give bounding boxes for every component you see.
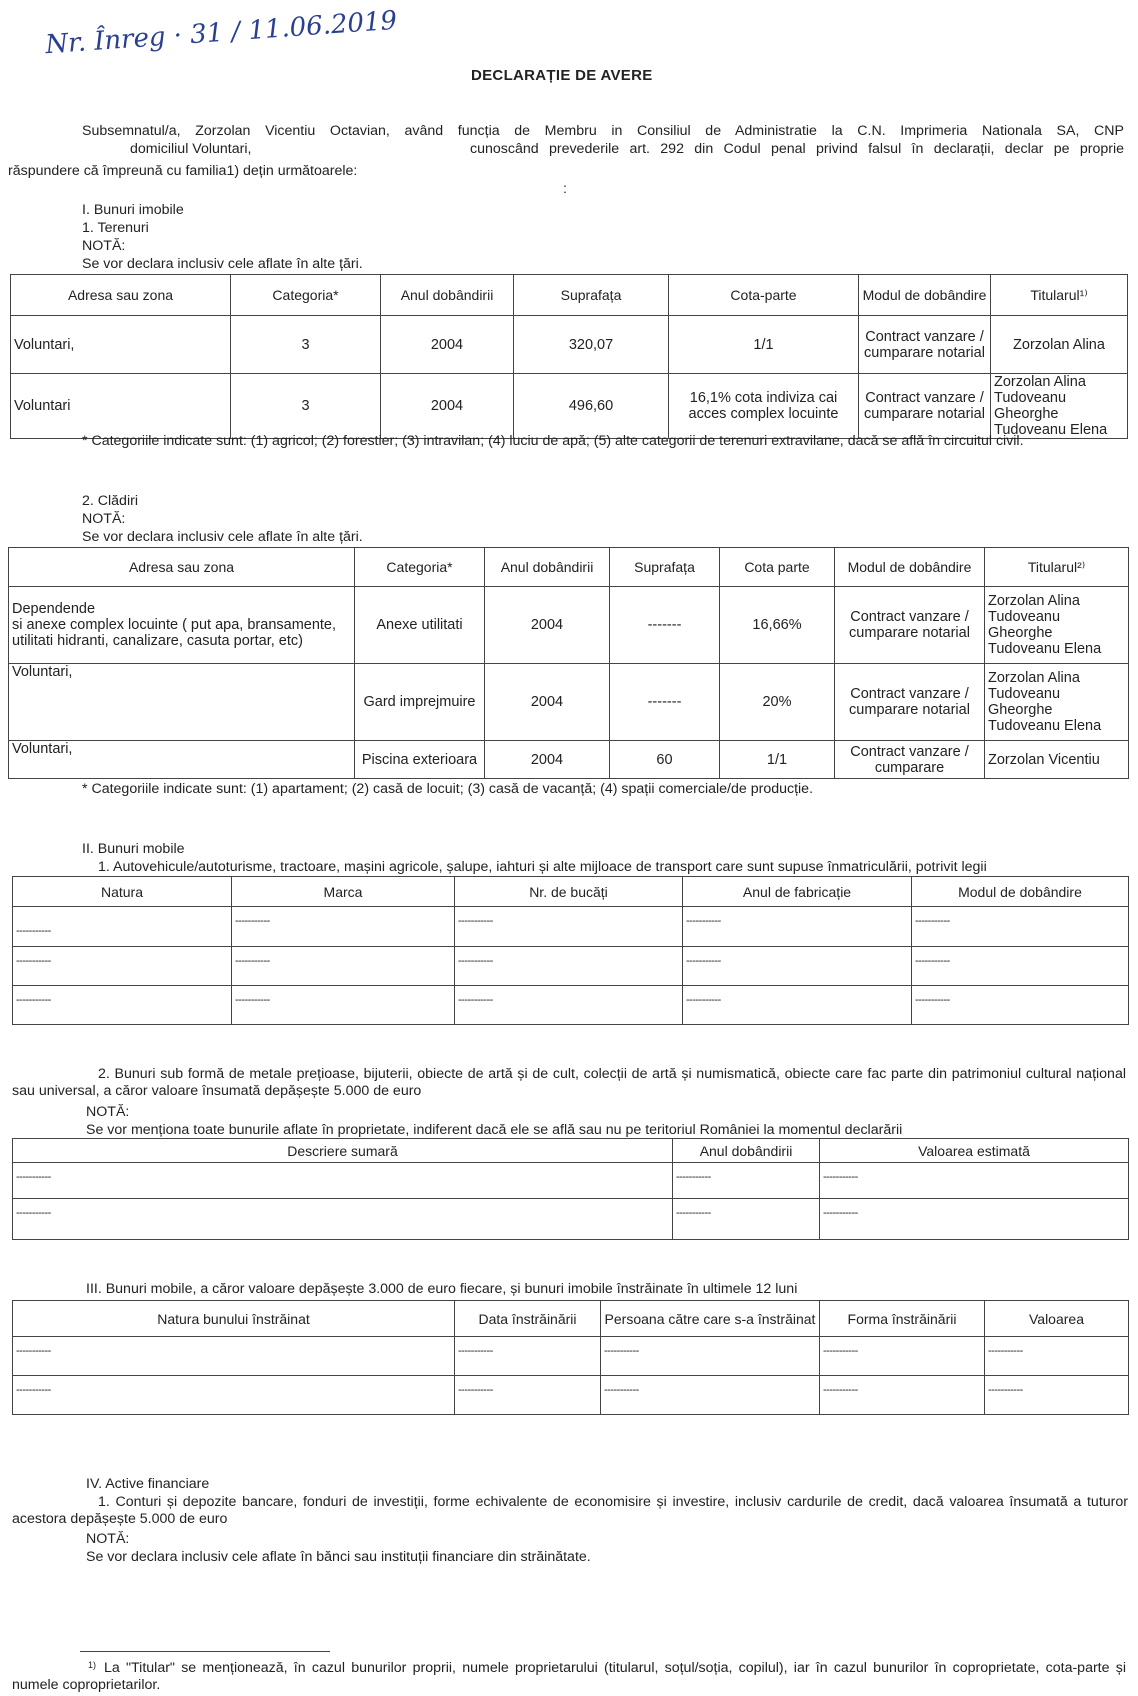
cell: 1/1 <box>720 741 835 779</box>
land-footnote: * Categoriile indicate sunt: (1) agricol; (2) forestier; (3) intravilan; (4) luciu de apă; (5) alte categorii de terenuri extravilane, dacă se află în circuitul civil. <box>82 433 1024 449</box>
cell: ----------- <box>601 1376 820 1415</box>
section-valuables-title: 2. Bunuri sub formă de metale prețioase, bijuterii, obiecte de artă și de cult, colecții de artă și numismatică, obiecte care fac parte din patrimoniul cultural național sau universal, a căror valoare însumată depășește 5.000 de euro <box>12 1066 1126 1099</box>
cell: Piscina exterioara <box>355 741 485 779</box>
cell: Zorzolan Vicentiu <box>985 741 1129 779</box>
table-row <box>9 664 1129 741</box>
cell: ----------- <box>683 907 912 947</box>
cell: Contract vanzare / cumparare <box>835 741 985 779</box>
col-header: Nr. de bucăți <box>455 877 683 907</box>
section-valuables-nota: NOTĂ: <box>86 1104 130 1120</box>
cell: ----------- <box>683 986 912 1025</box>
cell: 320,07 <box>514 316 669 374</box>
land-table <box>10 274 1128 439</box>
cell: 1/1 <box>669 316 859 374</box>
col-header: Natura <box>13 877 232 907</box>
col-header: Categoria* <box>231 275 381 316</box>
cell: ----------- <box>455 986 683 1025</box>
cell: Contract vanzare / cumparare notarial <box>835 664 985 741</box>
table-row <box>13 1337 1129 1376</box>
alienated-table <box>12 1300 1129 1415</box>
cell: ----------- <box>912 947 1129 986</box>
footnote-separator <box>80 1651 330 1652</box>
cell: ----------- <box>985 1337 1129 1376</box>
page-title: DECLARAȚIE DE AVERE <box>471 67 653 84</box>
col-header: Anul dobândirii <box>381 275 514 316</box>
cell: Zorzolan Alina Tudoveanu Gheorghe Tudoveanu Elena <box>985 587 1129 664</box>
cell: ----------- <box>820 1376 985 1415</box>
cell: 16,66% <box>720 587 835 664</box>
cell: Contract vanzare / cumparare notarial <box>859 374 991 439</box>
table-row <box>13 1199 1129 1240</box>
section-immovable-title: I. Bunuri imobile <box>82 202 184 218</box>
cell: ----------- <box>455 907 683 947</box>
cell: ----------- <box>673 1163 820 1199</box>
cell: ----------- <box>13 986 232 1025</box>
section-land-title: 1. Terenuri <box>82 220 149 236</box>
table-row <box>13 947 1129 986</box>
cell: ------- <box>610 664 720 741</box>
cell: ----------- <box>455 1337 601 1376</box>
cell: 20% <box>720 664 835 741</box>
cell: ----------- <box>912 986 1129 1025</box>
table-row <box>9 587 1129 664</box>
section-accounts-title: 1. Conturi și depozite bancare, fonduri de investiții, forme echivalente de economisire și investire, inclusiv cardurile de credit, dacă valoarea însumată a tuturor acestora depășește 5.000 de euro <box>12 1494 1128 1527</box>
col-header: Valoarea estimată <box>820 1139 1129 1163</box>
cell: ----------- <box>912 907 1129 947</box>
col-header: Cota parte <box>720 548 835 587</box>
section-buildings-title: 2. Clădiri <box>82 493 138 509</box>
table-row <box>13 1376 1129 1415</box>
cell: ----------- <box>820 1199 1129 1240</box>
cell: 496,60 <box>514 374 669 439</box>
section-financial-title: IV. Active financiare <box>86 1476 210 1492</box>
col-header: Categoria* <box>355 548 485 587</box>
valuables-table <box>12 1138 1129 1240</box>
cell: ----------- <box>232 947 455 986</box>
cell: Contract vanzare / cumparare notarial <box>859 316 991 374</box>
col-header: Natura bunului înstrăinat <box>13 1301 455 1337</box>
cell: 2004 <box>485 741 610 779</box>
col-header: Anul de fabricație <box>683 877 912 907</box>
cell: ----------- <box>232 907 455 947</box>
cell: ----------- <box>13 907 232 947</box>
col-header: Anul dobândirii <box>673 1139 820 1163</box>
intro-dot: : <box>563 181 567 197</box>
col-header: Suprafața <box>514 275 669 316</box>
cell: Voluntari <box>11 374 231 439</box>
cell: ----------- <box>985 1376 1129 1415</box>
table-header-row <box>9 548 1129 587</box>
buildings-footnote: * Categoriile indicate sunt: (1) apartament; (2) casă de locuit; (3) casă de vacanță; (4) spații comerciale/de producție. <box>82 781 814 797</box>
section-accounts-note: Se vor declara inclusiv cele aflate în bănci sau instituții financiare din străinătate. <box>86 1549 591 1565</box>
cell: ----------- <box>13 1376 455 1415</box>
cell: 2004 <box>381 316 514 374</box>
registration-number-handwritten: Nr. Înreg · 31 / 11.06.2019 <box>44 5 398 61</box>
section-accounts-nota: NOTĂ: <box>86 1531 130 1547</box>
cell: 3 <box>231 316 381 374</box>
cell: Zorzolan Alina Tudoveanu Gheorghe Tudoveanu Elena <box>985 664 1129 741</box>
table-row <box>13 1163 1129 1199</box>
col-header: Valoarea <box>985 1301 1129 1337</box>
col-header: Cota-parte <box>669 275 859 316</box>
cell: Zorzolan Alina Tudoveanu Gheorghe Tudoveanu Elena <box>991 374 1128 439</box>
table-header-row <box>13 877 1129 907</box>
cell: ----------- <box>13 1199 673 1240</box>
col-header: Anul dobândirii <box>485 548 610 587</box>
cell: Voluntari, <box>9 664 355 741</box>
footnote-text: La "Titular" se menționează, în cazul bunurilor proprii, numele proprietarului (titularul, soțul/soția, copilul), iar în cazul bunurilor în coproprietate, cota-parte și numele coproprietarilor. <box>12 1660 1126 1693</box>
cell: 2004 <box>381 374 514 439</box>
cell: ----------- <box>601 1337 820 1376</box>
cell: Dependende si anexe complex locuinte ( put apa, bransamente, utilitati hidranti, canalizare, casuta portar, etc) <box>9 587 355 664</box>
cell: ----------- <box>820 1337 985 1376</box>
col-header: Modul de dobândire <box>912 877 1129 907</box>
table-row <box>13 907 1129 947</box>
col-header: Marca <box>232 877 455 907</box>
table-header-row <box>11 275 1128 316</box>
table-row <box>13 986 1129 1025</box>
table-header-row <box>13 1301 1129 1337</box>
cell: ----------- <box>820 1163 1129 1199</box>
cell: Voluntari, <box>9 741 355 779</box>
col-header: Titularul¹⁾ <box>991 275 1128 316</box>
cell: 3 <box>231 374 381 439</box>
cell: Gard imprejmuire <box>355 664 485 741</box>
cell: 2004 <box>485 587 610 664</box>
cell: Contract vanzare / cumparare notarial <box>835 587 985 664</box>
col-header: Data înstrăinării <box>455 1301 601 1337</box>
section-movable-title: II. Bunuri mobile <box>82 841 185 857</box>
col-header: Descriere sumară <box>13 1139 673 1163</box>
section-land-nota: NOTĂ: <box>82 238 126 254</box>
cell: Voluntari, <box>11 316 231 374</box>
table-row <box>11 316 1128 374</box>
col-header: Persoana către care s-a înstrăinat <box>601 1301 820 1337</box>
col-header: Modul de dobândire <box>859 275 991 316</box>
cell: 60 <box>610 741 720 779</box>
vehicles-table <box>12 876 1129 1025</box>
cell: ------- <box>610 587 720 664</box>
cell: ----------- <box>232 986 455 1025</box>
cell: Zorzolan Alina <box>991 316 1128 374</box>
footnote-mark: 1) <box>88 1660 97 1670</box>
table-row <box>9 741 1129 779</box>
col-header: Adresa sau zona <box>9 548 355 587</box>
intro-line-2a: domiciliul Voluntari, <box>130 141 252 157</box>
cell: ----------- <box>455 1376 601 1415</box>
section-vehicles-title: 1. Autovehicule/autoturisme, tractoare, mașini agricole, șalupe, iahturi și alte mijloace de transport care sunt supuse înmatriculării, potrivit legii <box>98 859 987 875</box>
col-header: Forma înstrăinării <box>820 1301 985 1337</box>
cell: ----------- <box>13 947 232 986</box>
table-header-row <box>13 1139 1129 1163</box>
section-land-note: Se vor declara inclusiv cele aflate în alte țări. <box>82 256 363 272</box>
section-buildings-nota: NOTĂ: <box>82 511 126 527</box>
buildings-table <box>8 547 1129 779</box>
section-alienated-title: III. Bunuri mobile, a căror valoare depășește 3.000 de euro fiecare, și bunuri imobile înstrăinate în ultimele 12 luni <box>86 1281 798 1297</box>
section-buildings-note: Se vor declara inclusiv cele aflate în alte țări. <box>82 529 363 545</box>
cell: ----------- <box>455 947 683 986</box>
col-header: Modul de dobândire <box>835 548 985 587</box>
intro-line-3: răspundere că împreună cu familia1) dețin următoarele: <box>8 163 358 179</box>
cell: 16,1% cota indiviza cai acces complex locuinte <box>669 374 859 439</box>
table-row <box>11 374 1128 439</box>
cell: ----------- <box>13 1337 455 1376</box>
section-valuables-note: Se vor menționa toate bunurile aflate în proprietate, indiferent dacă ele se află sau nu pe teritoriul României la momentul declarării <box>86 1122 903 1138</box>
cell: ----------- <box>683 947 912 986</box>
col-header: Titularul²⁾ <box>985 548 1129 587</box>
cell: ----------- <box>673 1199 820 1240</box>
cell: Anexe utilitati <box>355 587 485 664</box>
col-header: Adresa sau zona <box>11 275 231 316</box>
col-header: Suprafața <box>610 548 720 587</box>
intro-line-1: Subsemnatul/a, Zorzolan Vicentiu Octavian, având funcția de Membru in Consiliul de Administratie la C.N. Imprimeria Nationala SA, CNP <box>82 123 1124 139</box>
cell: ----------- <box>13 1163 673 1199</box>
intro-line-2b: cunoscând prevederile art. 292 din Codul penal privind falsul în declarații, declar pe proprie <box>470 141 1124 157</box>
cell: 2004 <box>485 664 610 741</box>
